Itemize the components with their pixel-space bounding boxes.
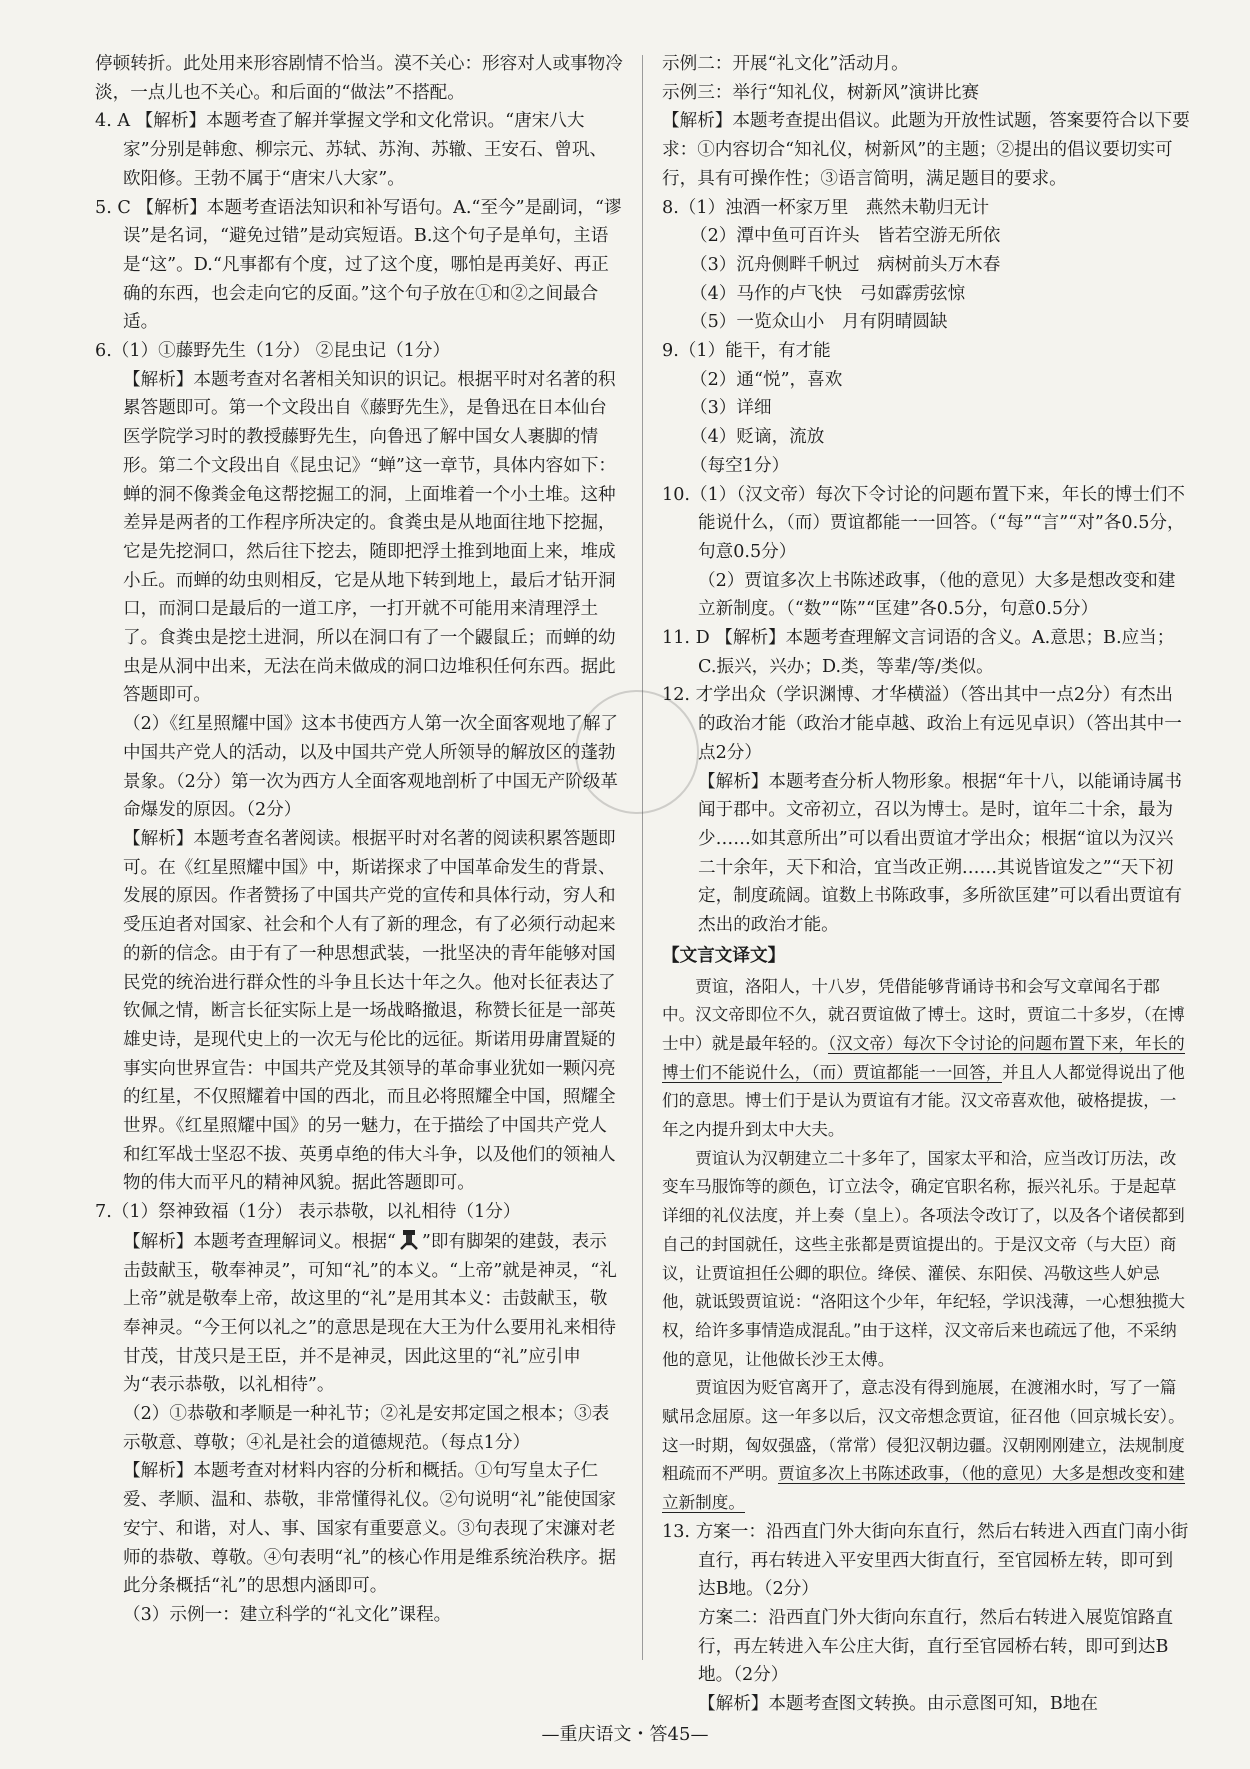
translation-para-3	[662, 1374, 1190, 1518]
answer-9-4: （4）贬谪，流放	[690, 427, 825, 448]
answer-7-3-example-1: （3）示例一：建立科学的“礼文化”课程。	[123, 1604, 452, 1625]
answer-8-2: （2）潭中鱼可百许头 皆若空游无所依	[690, 226, 1001, 247]
answer-3-continued: 停顿转折。此处用来形容剧情不恰当。漠不关心：形容对人或事物冷淡，一点儿也不关心。和后面的“做法”不搭配。	[95, 54, 623, 103]
analysis-7-2: 【解析】本题考查对材料内容的分析和概括。①句写皇太子仁爱、孝顺、温和、恭敬，非常懂得礼仪。②句说明“礼”能使国家安宁、和谐，对人、事、国家有重要意义。③句表现了宋濂对老师的恭敬、尊敬。④句表明“礼”的核心作用是维系统治秩序。据此分条概括“礼”的思想内涵即可。	[123, 1461, 617, 1597]
translation-para-3-a: 贾谊因为贬官离开了，意志没有得到施展，在渡湘水时，写了一篇赋吊念屈原。这一年多以后，汉文帝想念贾谊，征召他（回京城长安）。这一时期，匈奴强盛，（常常）侵犯汉朝边疆。汉朝刚刚建立，法规制度粗疏而不严明。	[662, 1378, 1185, 1484]
answer-5: 5. C 【解析】本题考查语法知识和补写语句。A.“至今”是副词，“谬误”是名词，“避免过错”是动宾短语。B.这个句子是单句，主语是“这”。D.“凡事都有个度，过了这个度，哪怕是再美好、再正确的东西，也会走向它的反面。”这个句子放在①和②之间最合适。	[95, 197, 622, 333]
answer-7-3-example-3: 示例三：举行“知礼仪，树新风”演讲比赛	[662, 82, 980, 103]
answer-8-1: 8.（1）浊酒一杯家万里 燕然未勒归无计	[662, 197, 990, 218]
translation-para-2: 贾谊认为汉朝建立二十多年了，国家太平和洽，应当改订历法，改变车马服饰等的颜色，订立法令，确定官职名称，振兴礼乐。于是起草详细的礼仪法度，并上奏（皇上）。各项法令改订了，以及各个诸侯都到自己的封国就任，这些主张都是贾谊提出的。于是汉文帝（与大臣）商议，让贾谊担任公卿的职位。绛侯、灌侯、东阳侯、冯敬这些人妒忌他，就诋毁贾谊说：“洛阳这个少年，年纪轻，学识浅薄，一心想独揽大权，给许多事情造成混乱。”由于这样，汉文帝后来也疏远了他，不采纳他的意见，让他做长沙王太傅。	[662, 1148, 1186, 1369]
answer-7-3-example-2: 示例二：开展“礼文化”活动月。	[662, 54, 909, 74]
answer-9-2: （2）通“悦”，喜欢	[690, 369, 843, 390]
analysis-13: 【解析】本题考查图文转换。由示意图可知，B地在	[698, 1694, 1098, 1715]
analysis-12: 【解析】本题考查分析人物形象。根据“年十八，以能诵诗属书闻于郡中。文帝初立，召以为博士。是时，谊年二十余，最为少……如其意所出”可以看出贾谊才学出众；根据“谊以为汉兴二十余年，天下和洽，宜当改正朔……其说皆谊发之”“天下初定，制度疏阔。谊数上书陈政事，多所欲匡建”可以看出贾谊有杰出的政治才能。	[698, 771, 1183, 936]
column-divider	[642, 55, 643, 1660]
answer-10-2: （2）贾谊多次上书陈述政事，（他的意见）大多是想改变和建立新制度。（“数”“陈”“匡建”各0.5分，句意0.5分）	[698, 570, 1176, 620]
analysis-6-2: 【解析】本题考查名著阅读。根据平时对名著的阅读积累答题即可。在《红星照耀中国》中，斯诺探求了中国革命发生的背景、发展的原因。作者赞扬了中国共产党的宣传和具体行动，穷人和受压迫者对国家、社会和个人有了新的理念，有了必须行动起来的新的信念。由于有了一种思想武装，一批坚决的青年能够对国民党的统治进行群众性的斗争且长达十年之久。他对长征表达了钦佩之情，断言长征实际上是一场战略撤退，称赞长征是一部英雄史诗，是现代史上的一次无与伦比的远征。斯诺用毋庸置疑的事实向世界宣告：中国共产党及其领导的革命事业犹如一颗闪亮的红星，不仅照耀着中国的西北，而且必将照耀全中国，照耀全世界。《红星照耀中国》的另一魅力，在于描绘了中国共产党人和红军战士坚忍不拔、英勇卓绝的伟大斗争，以及他们的领袖人物的伟大而平凡的精神风貌。据此答题即可。	[123, 828, 616, 1194]
translation-para-1	[662, 973, 1190, 1145]
right-column	[662, 50, 1190, 1719]
translation-para-1-a: 贾谊，洛阳人，十八岁，凭借能够背诵诗书和会写文章闻名于郡中。汉文帝即位不久，就召贾谊做了博士。这时，贾谊二十多岁，（在博士中）就是最年轻的。	[662, 976, 1185, 1053]
answer-9-3: （3）详细	[690, 398, 772, 419]
analysis-7-1	[95, 1227, 623, 1400]
translation-underline-2: 贾谊多次上书陈述政事，（他的意见）大多是想改变和建立新制度。	[662, 1464, 1185, 1513]
answer-11: 11. D 【解析】本题考查理解文言词语的含义。A.意思；B.应当；C.振兴，兴办；D.类，等辈/等/类似。	[662, 628, 1175, 677]
page-footer: —重庆语文・答45—	[541, 1724, 709, 1745]
answer-13-plan-2: 方案二：沿西直门外大街向东直行，然后右转进入展览馆路直行，再左转进入车公庄大街，直行至官园桥右转，即可到达B地。（2分）	[698, 1607, 1174, 1686]
answer-12: 12. 才学出众（学识渊博、才华横溢）（答出其中一点2分）有杰出的政治才能（政治才能卓越、政治上有远见卓识）（答出其中一点2分）	[662, 685, 1182, 763]
analysis-7-1-rest: ”即有脚架的建鼓，表示击鼓献玉，敬奉神灵”，可知“礼”的本义。“上帝”就是神灵，“礼上帝”就是敬奉上帝，故这里的“礼”是用其本义：击鼓献玉，敬奉神灵。“今王何以礼之”的意思是现在大王为什么要用礼来相待甘茂，甘茂只是王臣，并不是神灵，因此这里的“礼”应引申为“表示恭敬，以礼相待”。	[123, 1231, 617, 1396]
answer-7-2: （2）①恭敬和孝顺是一种礼节；②礼是安邦定国之根本；③表示敬意、尊敬；④礼是社会的道德规范。（每点1分）	[123, 1404, 610, 1453]
answer-6-2: （2）《红星照耀中国》这本书使西方人第一次全面客观地了解了中国共产党人的活动，以及中国共产党人所领导的解放区的蓬勃景象。（2分）第一次为西方人全面客观地剖析了中国无产阶级革命爆发的原因。（2分）	[123, 714, 619, 821]
answer-4: 4. A 【解析】本题考查了解并掌握文学和文化常识。“唐宋八大家”分别是韩愈、柳宗元、苏轼、苏洵、苏辙、王安石、曾巩、欧阳修。王勃不属于“唐宋八大家”。	[95, 111, 608, 189]
analysis-7-3: 【解析】本题考查提出倡议。此题为开放性试题，答案要符合以下要求：①内容切合“知礼仪，树新风”的主题；②提出的倡议要切实可行，具有可操作性；③语言简明，满足题目的要求。	[662, 111, 1190, 189]
answer-8-3: （3）沉舟侧畔千帆过 病树前头万木春	[690, 254, 1001, 275]
left-column	[95, 50, 623, 1630]
answer-8-4: （4）马作的卢飞快 弓如霹雳弦惊	[690, 283, 966, 304]
answer-7-1: 7.（1）祭神致福（1分） 表示恭敬，以礼相待（1分）	[95, 1202, 521, 1223]
answer-13-plan-1: 13. 方案一：沿西直门外大街向东直行，然后右转进入西直门南小街直行，再右转进入平安里西大街直行，至官园桥左转，即可到达B地。（2分）	[662, 1521, 1189, 1600]
analysis-6-1: 【解析】本题考查对名著相关知识的识记。根据平时对名著的积累答题即可。第一个文段出自《藤野先生》，是鲁迅在日本仙台医学院学习时的教授藤野先生，向鲁迅了解中国女人裹脚的情形。第二个文段出自《昆虫记》“蝉”这一章节，具体内容如下：蝉的洞不像粪金龟这帮挖掘工的洞，上面堆着一个小土堆。这种差异是两者的工作程序所决定的。食粪虫是从地面往地下挖掘，它是先挖洞口，然后往下挖去，随即把浮土推到地面上来，堆成小丘。而蝉的幼虫则相反，它是从地下转到地上，最后才钻开洞口，而洞口是最后的一道工序，一打开就不可能用来清理浮土了。食粪虫是挖土进洞，所以在洞口有了一个鼹鼠丘；而蝉的幼虫是从洞中出来，无法在尚未做成的洞口边堆积任何东西。据此答题即可。	[123, 369, 617, 706]
answer-8-5: （5）一览众山小 月有阴晴圆缺	[690, 312, 948, 333]
translation-underline-1: （汉文帝）每次下令讨论的问题布置下来，年长的博士们不能说什么，（而）贾谊都能一一回答，	[662, 1033, 1185, 1082]
translation-title: 【文言文译文】	[662, 944, 786, 966]
translation-para-1-b: 并且人人都觉得说出了他们的意思。博士们于是认为贾谊有才能。汉文帝喜欢他，破格提拔，一年之内提升到太中大夫。	[662, 1062, 1185, 1140]
ancient-li-character-icon	[396, 1227, 422, 1253]
answer-9-1: 9.（1）能干，有才能	[662, 341, 831, 362]
answer-6-1: 6.（1）①藤野先生（1分） ②昆虫记（1分）	[95, 341, 451, 362]
answer-10-1: 10.（1）（汉文帝）每次下令讨论的问题布置下来，年长的博士们不能说什么，（而）贾谊都能一一回答。（“每”“言”“对”各0.5分，句意0.5分）	[662, 484, 1186, 562]
answer-9-score: （每空1分）	[690, 455, 790, 476]
analysis-7-1-lead: 【解析】本题考查理解词义。根据“	[123, 1231, 396, 1252]
